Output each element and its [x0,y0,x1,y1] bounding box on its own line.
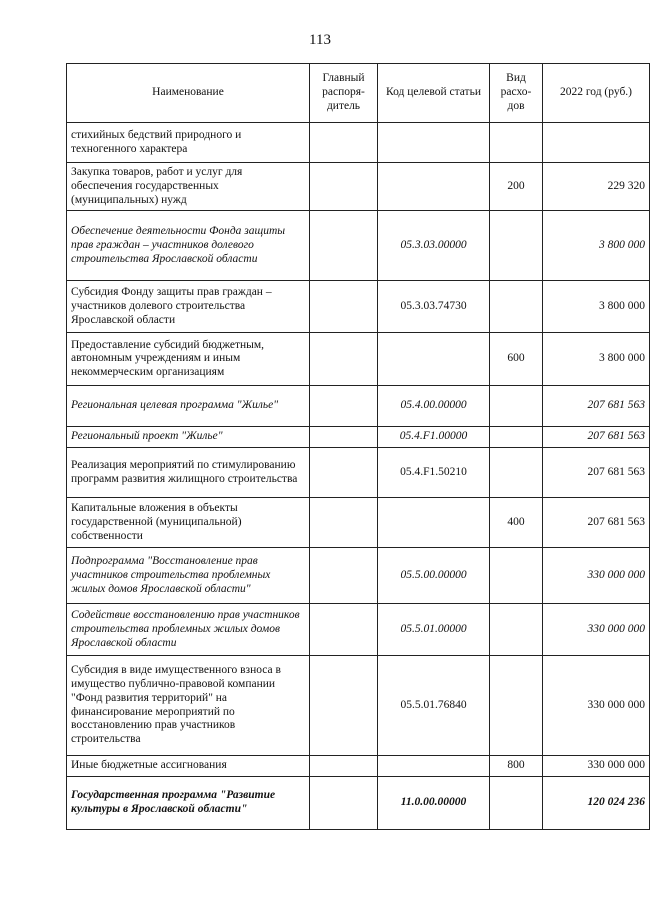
cell-admin [310,333,378,386]
header-admin: Главный распоря-дитель [310,64,378,123]
header-name: Наименование [67,64,310,123]
cell-admin [310,756,378,777]
cell-type [490,604,543,656]
cell-admin [310,281,378,333]
cell-admin [310,386,378,427]
table-row [67,427,650,448]
cell-name: Предоставление субсидий бюджетным, автономным учреждениям и иным некоммерческим организациям [67,333,310,386]
cell-admin [310,427,378,448]
cell-name: Государственная программа "Развитие культуры в Ярославской области" [67,776,310,829]
cell-name: Субсидия в виде имущественного взноса в имущество публично-правовой компании "Фонд развития территорий" на финансирование мероприятий по восстановлению прав участников строительства [67,656,310,756]
cell-admin [310,776,378,829]
cell-amount: 207 681 563 [543,386,650,427]
cell-name: Субсидия Фонду защиты прав граждан – участников долевого строительства Ярославской области [67,281,310,333]
table-row [67,333,650,386]
cell-type: 800 [490,756,543,777]
cell-type [490,386,543,427]
header-code: Код целевой статьи [378,64,490,123]
cell-type: 200 [490,163,543,211]
header-type: Вид расхо-дов [490,64,543,123]
cell-code: 05.5.01.00000 [378,604,490,656]
cell-type: 600 [490,333,543,386]
cell-amount: 229 320 [543,163,650,211]
cell-code [378,123,490,163]
table-row [67,211,650,281]
budget-table [66,63,650,830]
cell-name: Капитальные вложения в объекты государственной (муниципальной) собственности [67,498,310,548]
cell-name: Региональная целевая программа "Жилье" [67,386,310,427]
cell-admin [310,548,378,604]
cell-admin [310,656,378,756]
table-row [67,656,650,756]
cell-amount: 330 000 000 [543,756,650,777]
cell-type [490,211,543,281]
cell-name: Закупка товаров, работ и услуг для обеспечения государственных (муниципальных) нужд [67,163,310,211]
cell-type [490,656,543,756]
cell-amount [543,123,650,163]
cell-code [378,498,490,548]
cell-amount: 207 681 563 [543,427,650,448]
table-row [67,498,650,548]
cell-code [378,163,490,211]
cell-amount: 330 000 000 [543,548,650,604]
table-row [67,163,650,211]
cell-type [490,281,543,333]
table-row [67,756,650,777]
cell-code [378,333,490,386]
cell-code: 05.4.00.00000 [378,386,490,427]
cell-type [490,776,543,829]
cell-code: 05.5.01.76840 [378,656,490,756]
cell-type [490,448,543,498]
table-row [67,386,650,427]
table-row [67,604,650,656]
cell-name: Подпрограмма "Восстановление прав участников строительства проблемных жилых домов Ярославской области" [67,548,310,604]
cell-type [490,548,543,604]
cell-type [490,427,543,448]
cell-admin [310,211,378,281]
cell-admin [310,604,378,656]
cell-amount: 3 800 000 [543,211,650,281]
cell-code [378,756,490,777]
cell-admin [310,123,378,163]
cell-code: 05.5.00.00000 [378,548,490,604]
cell-amount: 207 681 563 [543,448,650,498]
cell-amount: 3 800 000 [543,333,650,386]
cell-amount: 3 800 000 [543,281,650,333]
cell-code: 05.3.03.74730 [378,281,490,333]
cell-name: Содействие восстановлению прав участников строительства проблемных жилых домов Ярославской области [67,604,310,656]
cell-amount: 120 024 236 [543,776,650,829]
cell-admin [310,498,378,548]
table-row [67,776,650,829]
cell-code: 05.4.F1.00000 [378,427,490,448]
cell-name: Иные бюджетные ассигнования [67,756,310,777]
cell-amount: 330 000 000 [543,656,650,756]
cell-type [490,123,543,163]
cell-code: 05.4.F1.50210 [378,448,490,498]
header-amount: 2022 год (руб.) [543,64,650,123]
table-row [67,281,650,333]
cell-amount: 330 000 000 [543,604,650,656]
cell-name: стихийных бедствий природного и техногенного характера [67,123,310,163]
cell-admin [310,163,378,211]
table-row [67,448,650,498]
cell-type: 400 [490,498,543,548]
cell-name: Обеспечение деятельности Фонда защиты прав граждан – участников долевого строительства Ярославской области [67,211,310,281]
page-number: 113 [309,32,331,48]
cell-name: Региональный проект "Жилье" [67,427,310,448]
table-header-row [67,64,650,123]
cell-name: Реализация мероприятий по стимулированию программ развития жилищного строительства [67,448,310,498]
table-row [67,548,650,604]
table-row [67,123,650,163]
cell-code: 11.0.00.00000 [378,776,490,829]
cell-code: 05.3.03.00000 [378,211,490,281]
cell-amount: 207 681 563 [543,498,650,548]
cell-admin [310,448,378,498]
